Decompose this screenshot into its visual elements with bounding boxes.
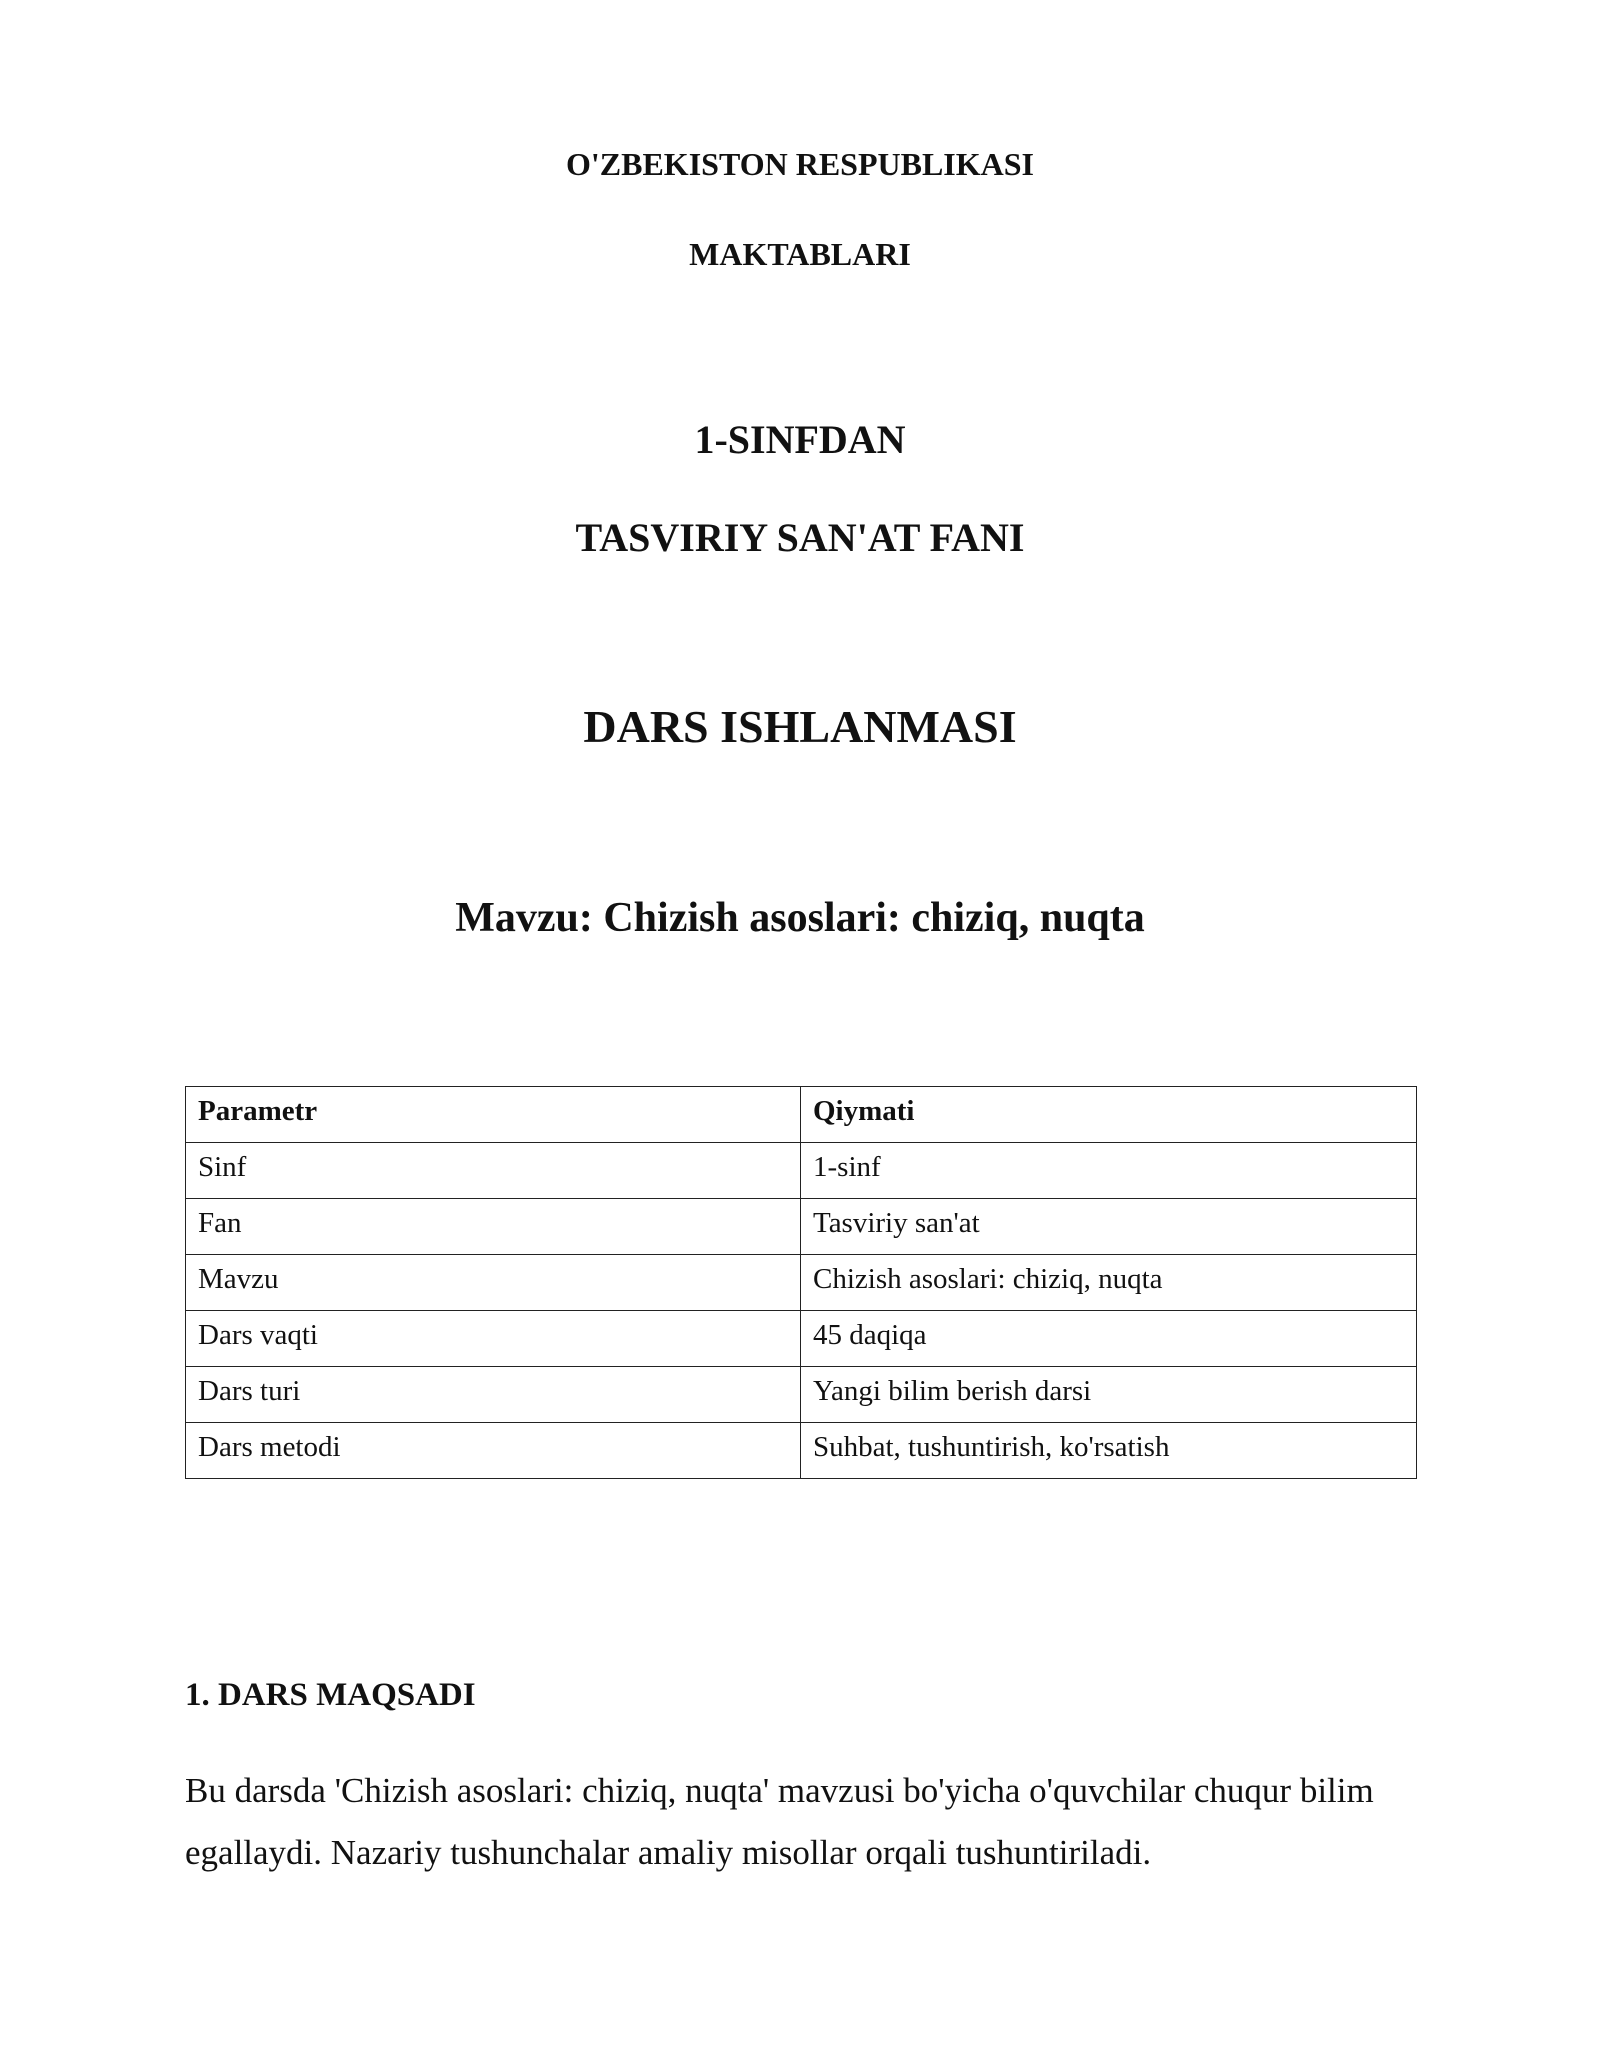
document-title: DARS ISHLANMASI xyxy=(583,701,1017,752)
table-row xyxy=(186,1367,1417,1423)
table-row xyxy=(186,1199,1417,1255)
schools-heading: MAKTABLARI xyxy=(689,236,911,272)
table-header-row xyxy=(186,1087,1417,1143)
subject-heading: TASVIRIY SAN'AT FANI xyxy=(575,515,1025,560)
table-cell: Sinf xyxy=(186,1143,801,1199)
table-cell: Dars vaqti xyxy=(186,1311,801,1367)
lesson-parameters-table xyxy=(185,1086,1417,1479)
column-header-parameter: Parametr xyxy=(186,1087,801,1143)
table-row xyxy=(186,1423,1417,1479)
country-heading: O'ZBEKISTON RESPUBLIKASI xyxy=(565,146,1034,182)
table-cell: 1-sinf xyxy=(801,1143,1417,1199)
table-cell: Tasviriy san'at xyxy=(801,1199,1417,1255)
table-cell: Dars turi xyxy=(186,1367,801,1423)
table-cell: Suhbat, tushuntirish, ko'rsatish xyxy=(801,1423,1417,1479)
lesson-goal-paragraph: Bu darsda 'Chizish asoslari: chiziq, nuqta' mavzusi bo'yicha o'quvchilar chuqur bilim egallaydi. Nazariy tushunchalar amaliy misollar orqali tushuntiriladi. xyxy=(185,1771,1374,1872)
table-cell: 45 daqiqa xyxy=(801,1311,1417,1367)
table-cell: Fan xyxy=(186,1199,801,1255)
column-header-value: Qiymati xyxy=(801,1087,1417,1143)
table-row xyxy=(186,1255,1417,1311)
grade-heading: 1-SINFDAN xyxy=(694,417,906,462)
table-cell: Yangi bilim berish darsi xyxy=(801,1367,1417,1423)
topic-heading: Mavzu: Chizish asoslari: chiziq, nuqta xyxy=(455,895,1145,941)
table-row xyxy=(186,1311,1417,1367)
section-title-lesson-goal: 1. DARS MAQSADI xyxy=(185,1677,476,1713)
table-cell: Mavzu xyxy=(186,1255,801,1311)
table-cell: Dars metodi xyxy=(186,1423,801,1479)
table-row xyxy=(186,1143,1417,1199)
table-cell: Chizish asoslari: chiziq, nuqta xyxy=(801,1255,1417,1311)
